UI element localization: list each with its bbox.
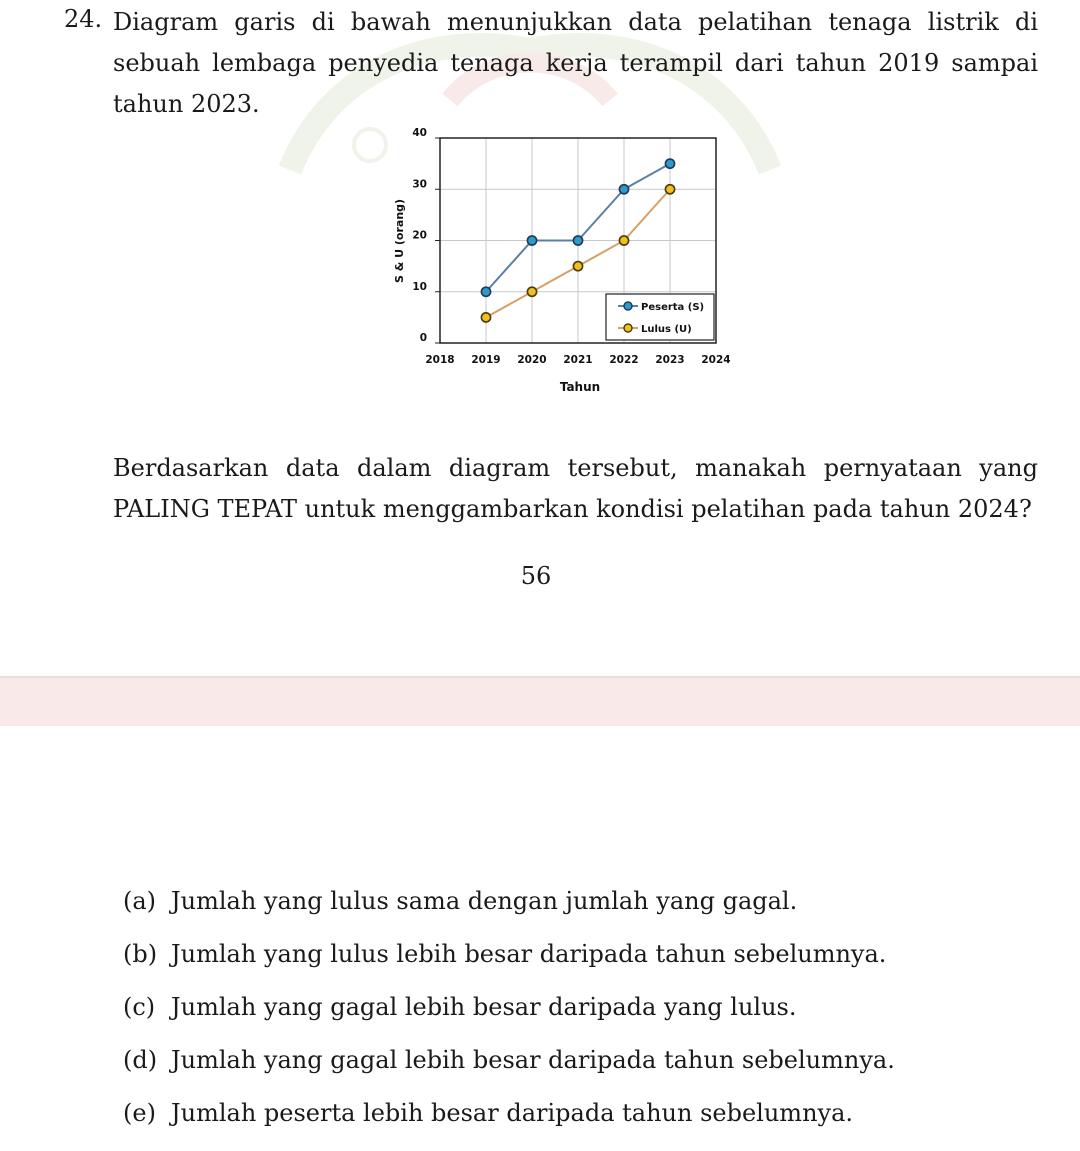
x-tick-label: 2023 [655, 354, 685, 366]
option-b[interactable] [123, 933, 1053, 986]
y-tick-label: 0 [419, 332, 427, 344]
option-e[interactable] [123, 1092, 1053, 1145]
option-label: (d) [123, 1046, 158, 1074]
y-tick-label: 20 [412, 229, 427, 242]
option-label: (e) [123, 1099, 156, 1127]
option-text: Jumlah peserta lebih besar daripada tahun sebelumnya. [171, 1099, 854, 1127]
data-point-lulus [527, 287, 536, 296]
option-text: Jumlah yang gagal lebih besar daripada yang lulus. [171, 993, 797, 1021]
y-axis-label: S & U (orang) [393, 198, 406, 284]
option-label: (b) [123, 940, 158, 968]
data-point-lulus [665, 185, 674, 194]
option-d[interactable] [123, 1039, 1053, 1092]
data-point-lulus [573, 262, 582, 271]
data-point-peserta [481, 287, 490, 296]
option-text: Jumlah yang gagal lebih besar daripada tahun sebelumnya. [171, 1046, 895, 1074]
page-break-separator [0, 676, 1080, 726]
legend-label-lulus: Lulus (U) [641, 324, 692, 335]
page-number: 56 [520, 562, 552, 590]
data-point-peserta [527, 236, 536, 245]
answer-options [123, 880, 1053, 1145]
data-point-lulus [481, 313, 490, 322]
option-text: Jumlah yang lulus lebih besar daripada tahun sebelumnya. [171, 940, 887, 968]
x-tick-label: 2024 [701, 354, 731, 366]
y-tick-label: 10 [412, 280, 427, 293]
y-tick-label: 40 [412, 127, 427, 139]
x-tick-label: 2019 [471, 354, 501, 366]
x-tick-label: 2020 [517, 354, 547, 366]
legend-marker-lulus [624, 324, 632, 332]
legend-label-peserta: Peserta (S) [641, 302, 705, 313]
x-axis-label: Tahun [559, 380, 601, 394]
data-point-lulus [619, 236, 628, 245]
question-prompt: Berdasarkan data dalam diagram tersebut, manakah pernyataan yang PALING TEPAT untuk menggambarkan kondisi pelatihan pada tahun 2024? [113, 454, 1038, 523]
y-tick-label: 30 [412, 178, 427, 191]
line-chart [380, 120, 740, 405]
option-label: (a) [123, 887, 157, 915]
x-tick-label: 2022 [609, 354, 639, 366]
option-label: (c) [123, 993, 156, 1021]
data-point-peserta [573, 236, 582, 245]
legend-marker-peserta [624, 302, 632, 310]
option-a[interactable] [123, 880, 1053, 933]
x-tick-label: 2018 [425, 354, 455, 366]
question-text: Diagram garis di bawah menunjukkan data pelatihan tenaga listrik di sebuah lembaga penyedia tenaga kerja terampil dari tahun 2019 sampai tahun 2023. [113, 8, 1038, 118]
data-point-peserta [665, 159, 674, 168]
option-c[interactable] [123, 986, 1053, 1039]
data-point-peserta [619, 185, 628, 194]
x-tick-label: 2021 [563, 354, 593, 366]
question-number: 24. [64, 5, 103, 33]
option-text: Jumlah yang lulus sama dengan jumlah yang gagal. [171, 887, 798, 915]
legend [606, 294, 714, 340]
